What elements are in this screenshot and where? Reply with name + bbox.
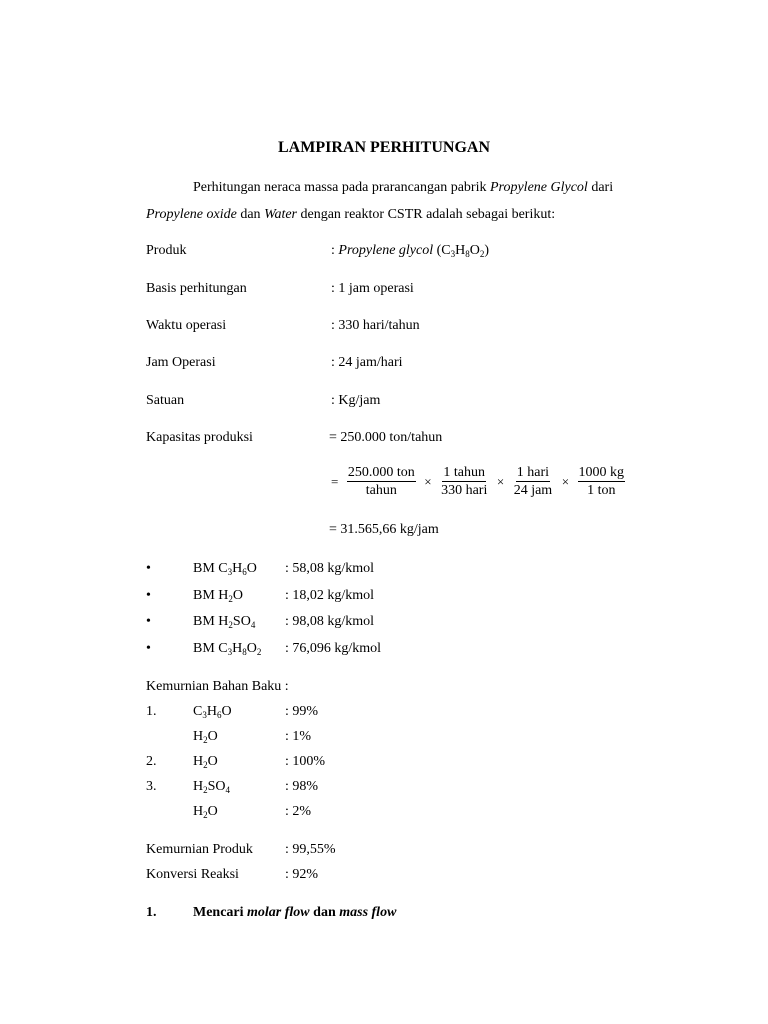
multiply-sign: ×: [561, 473, 570, 489]
bm-value: : 98,08 kg/kmol: [285, 614, 375, 629]
section-number: 1.: [146, 905, 157, 920]
fraction-denominator: 1 ton: [587, 483, 616, 498]
bullet: •: [146, 614, 151, 629]
purity-value: : 100%: [285, 754, 326, 769]
formula-sub: 3: [227, 647, 233, 657]
bullet: •: [146, 641, 151, 656]
purity-value: : 2%: [285, 804, 312, 819]
produk-value: : 99,55%: [285, 842, 336, 857]
purity-value: : 99%: [285, 704, 319, 719]
capacity-result: = 31.565,66 kg/jam: [329, 522, 439, 537]
formula: [193, 805, 218, 819]
formula-part: O: [232, 588, 244, 603]
formula-part: O: [207, 754, 218, 769]
formula-sub: 3: [202, 710, 207, 720]
fraction-numerator: 1 tahun: [443, 465, 486, 480]
formula-sub: 2: [203, 810, 208, 820]
konversi-value: : 92%: [285, 867, 319, 882]
formula-sub: 6: [216, 710, 222, 720]
formula-sub: 2: [256, 647, 262, 657]
intro-line-1: [193, 181, 613, 195]
bm-label: [193, 589, 243, 603]
section-term: mass flow: [339, 905, 397, 920]
formula-sub: 2: [228, 620, 233, 630]
formula-part: O: [469, 243, 480, 258]
formula-sub: 2: [203, 785, 208, 795]
intro-reactant-1: Propylene oxide: [146, 207, 237, 222]
capacity-equation: [329, 465, 628, 498]
formula-part: O: [207, 729, 218, 744]
formula-part: O: [207, 804, 218, 819]
multiply-sign: ×: [496, 473, 505, 489]
formula-sub: 8: [465, 249, 470, 259]
formula-sub: 2: [479, 249, 485, 259]
spec-label-kapasitas: Kapasitas produksi: [146, 430, 253, 445]
formula-part: O: [246, 561, 257, 576]
spec-value-jam: : 24 jam/hari: [331, 355, 403, 370]
formula-sub: 3: [227, 567, 233, 577]
formula-sub: 6: [242, 567, 247, 577]
fraction: [513, 465, 554, 498]
formula-part: H: [193, 729, 204, 744]
intro-product-name: Propylene Glycol: [489, 180, 588, 195]
formula-part: SO: [207, 779, 226, 794]
purity-value: : 98%: [285, 779, 319, 794]
formula-part: H: [455, 243, 466, 258]
purity-value: : 1%: [285, 729, 312, 744]
formula-part: ): [484, 243, 490, 258]
formula-part: H: [206, 704, 217, 719]
formula-part: C: [193, 704, 203, 719]
formula-part: H: [232, 561, 243, 576]
formula-part: BM H: [193, 588, 229, 603]
fraction: [578, 465, 626, 498]
fraction: [440, 465, 488, 498]
spec-sep: :: [331, 243, 339, 258]
spec-value-kapasitas: = 250.000 ton/tahun: [329, 430, 443, 445]
formula-part: H: [193, 804, 204, 819]
intro-text: dari: [587, 180, 614, 195]
konversi-label: Konversi Reaksi: [146, 867, 239, 882]
intro-text: dan: [236, 207, 265, 222]
formula-part: BM C: [193, 561, 228, 576]
formula-sub: 8: [242, 647, 247, 657]
formula: [193, 780, 230, 794]
formula: [193, 730, 218, 744]
spec-value-produk: [331, 244, 489, 258]
intro-text: Perhitungan neraca massa pada prarancangan pabrik: [193, 180, 490, 195]
bullet: •: [146, 561, 151, 576]
formula-part: BM C: [193, 641, 228, 656]
page-title: LAMPIRAN PERHITUNGAN: [278, 139, 490, 156]
bm-label: [193, 642, 261, 656]
formula-sub: 4: [225, 785, 231, 795]
bm-value: : 76,096 kg/kmol: [285, 641, 382, 656]
formula-sub: 2: [228, 594, 233, 604]
formula-sub: 2: [203, 760, 208, 770]
section-heading: [193, 906, 396, 920]
spec-label-waktu: Waktu operasi: [146, 318, 227, 333]
equals-sign: =: [331, 473, 339, 489]
spec-value-basis: : 1 jam operasi: [331, 281, 414, 296]
section-text: Mencari: [193, 905, 248, 920]
list-number: 1.: [146, 704, 157, 719]
bm-label: [193, 615, 255, 629]
intro-reactant-2: Water: [264, 207, 297, 222]
formula-part: SO: [232, 614, 251, 629]
spec-value-waktu: : 330 hari/tahun: [331, 318, 420, 333]
fraction-denominator: 24 jam: [513, 483, 553, 498]
spec-label-produk: Produk: [146, 243, 187, 258]
intro-text: dengan reaktor CSTR adalah sebagai berikut:: [297, 207, 556, 222]
formula-part: BM H: [193, 614, 229, 629]
formula-part: H: [193, 779, 204, 794]
formula-part: O: [221, 704, 232, 719]
formula: [193, 705, 232, 719]
section-term: molar flow: [247, 905, 310, 920]
formula-part: O: [246, 641, 257, 656]
fraction-denominator: tahun: [365, 483, 397, 498]
formula: [193, 755, 218, 769]
fraction-denominator: 330 hari: [441, 483, 488, 498]
multiply-sign: ×: [424, 473, 432, 489]
formula-part: H: [193, 754, 204, 769]
formula-sub: 3: [450, 249, 456, 259]
kemurnian-heading: Kemurnian Bahan Baku :: [146, 679, 289, 694]
bm-value: : 58,08 kg/kmol: [285, 561, 375, 576]
fraction-numerator: 1000 kg: [578, 465, 625, 480]
product-name: Propylene glycol: [338, 243, 434, 258]
fraction-numerator: 1 hari: [516, 465, 550, 480]
fraction-numerator: 250.000 ton: [347, 465, 415, 480]
bm-label: [193, 562, 257, 576]
spec-label-satuan: Satuan: [146, 393, 185, 408]
list-number: 3.: [146, 779, 157, 794]
bm-value: : 18,02 kg/kmol: [285, 588, 375, 603]
list-number: 2.: [146, 754, 157, 769]
bullet: •: [146, 588, 151, 603]
produk-label: Kemurnian Produk: [146, 842, 253, 857]
section-text: dan: [309, 905, 340, 920]
fraction: [347, 465, 416, 498]
formula-sub: 2: [203, 735, 208, 745]
spec-value-satuan: : Kg/jam: [331, 393, 381, 408]
spec-label-jam: Jam Operasi: [146, 355, 216, 370]
spec-label-basis: Basis perhitungan: [146, 281, 247, 296]
formula-sub: 4: [250, 620, 256, 630]
formula-part: (C: [433, 243, 451, 258]
intro-line-2: [146, 208, 555, 222]
formula-part: H: [232, 641, 243, 656]
